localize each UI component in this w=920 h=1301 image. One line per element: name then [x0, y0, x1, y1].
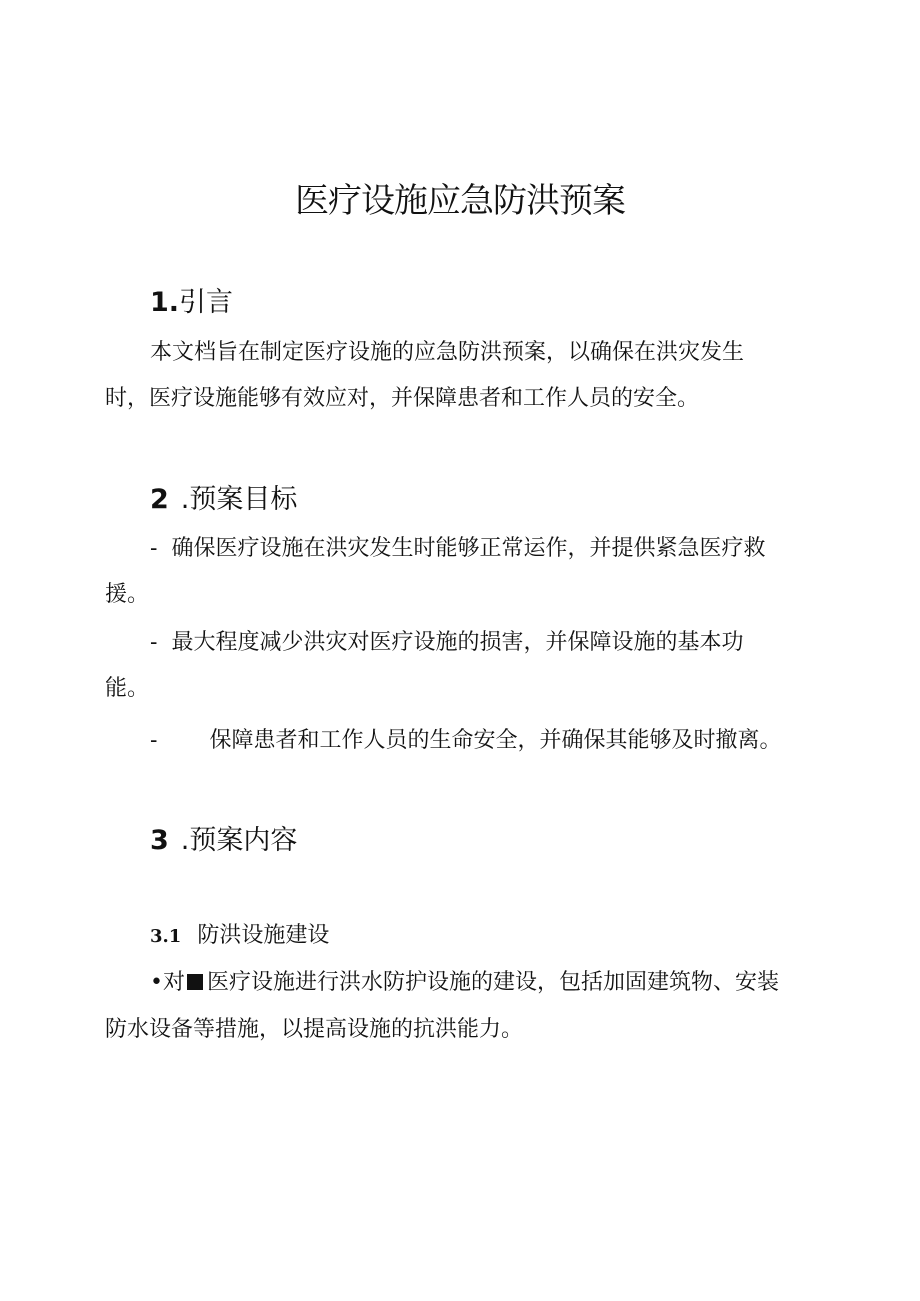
list-item-text: 确保医疗设施在洪灾发生时能够正常运作，并提供紧急医疗救 — [171, 536, 766, 561]
subsection-number: 3.1 — [150, 926, 182, 947]
bullet-dash: - — [150, 536, 158, 561]
bullet-dash: - — [150, 630, 158, 655]
section-heading-content — [150, 823, 297, 859]
subsection-title: 防洪设施建设 — [197, 923, 330, 948]
filled-square-glyph — [187, 974, 203, 990]
list-item — [150, 534, 765, 564]
section-title: .预案内容 — [180, 825, 298, 856]
bullet-dash: - — [150, 728, 158, 753]
subsection-heading — [150, 921, 329, 952]
section-heading-objectives — [150, 482, 297, 518]
list-item-text-prefix: 对 — [162, 970, 185, 995]
list-item-text: 医疗设施进行洪水防护设施的建设，包括加固建筑物、安装 — [207, 970, 780, 995]
list-item-continuation: 援。 — [105, 582, 150, 607]
document-title: 医疗设施应急防洪预案 — [295, 181, 625, 221]
list-item — [150, 968, 779, 998]
paragraph-line: 本文档旨在制定医疗设施的应急防洪预案，以确保在洪灾发生 — [150, 340, 745, 365]
bullet-dot: • — [150, 970, 163, 995]
section-number: 3 — [150, 825, 169, 856]
list-item-text: 最大程度减少洪灾对医疗设施的损害，并保障设施的基本功 — [171, 630, 744, 655]
list-item-continuation: 防水设备等措施，以提高设施的抗洪能力。 — [105, 1017, 524, 1042]
section-heading-introduction — [150, 285, 233, 321]
section-title: 引言 — [179, 287, 234, 318]
paragraph-line: 时，医疗设施能够有效应对，并保障患者和工作人员的安全。 — [105, 386, 700, 411]
list-item-text: 保障患者和工作人员的生命安全，并确保其能够及时撤离。 — [209, 728, 782, 753]
list-item-continuation: 能。 — [105, 676, 150, 701]
section-number: 1. — [150, 287, 180, 318]
list-item — [150, 628, 743, 658]
section-title: .预案目标 — [180, 484, 298, 515]
list-item — [150, 726, 781, 756]
section-number: 2 — [150, 484, 169, 515]
